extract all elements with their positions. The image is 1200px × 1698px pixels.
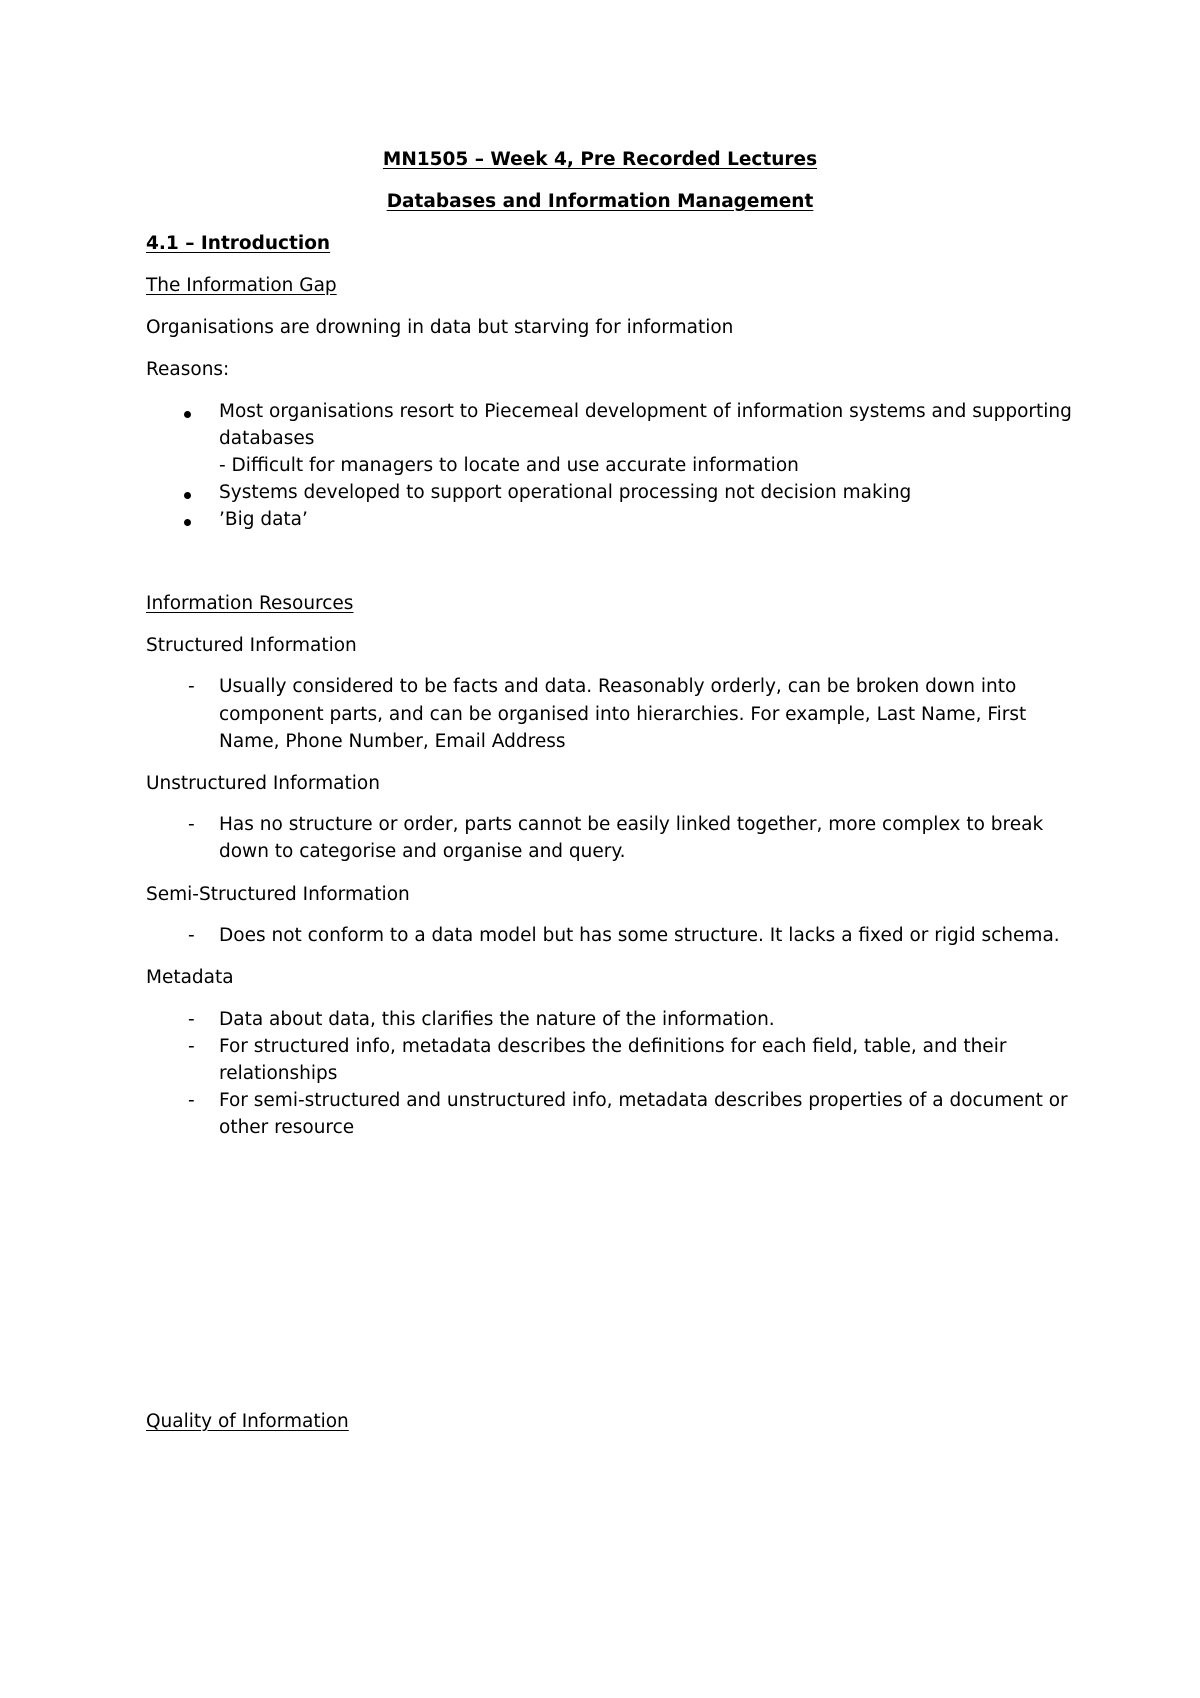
metadata-item-continued: relationships: [219, 1063, 338, 1084]
bullet-item: Most organisations resort to Piecemeal development of information systems and supporting: [219, 401, 1072, 422]
dash-marker: -: [188, 925, 195, 946]
info-gap-statement: Organisations are drowning in data but starving for information: [146, 317, 734, 338]
dash-marker: -: [188, 1009, 195, 1030]
unstructured-line: down to categorise and organise and query.: [219, 841, 626, 862]
sub-bullet-item: - Difficult for managers to locate and use accurate information: [219, 455, 799, 476]
metadata-label: Metadata: [146, 967, 234, 988]
unstructured-line: Has no structure or order, parts cannot be easily linked together, more complex to break: [219, 814, 1044, 835]
dash-marker: -: [188, 1090, 195, 1111]
reasons-label: Reasons:: [146, 359, 230, 380]
info-resources-heading: Information Resources: [146, 593, 354, 614]
structured-label: Structured Information: [146, 635, 357, 656]
structured-line: Name, Phone Number, Email Address: [219, 731, 566, 752]
info-gap-heading: The Information Gap: [146, 275, 337, 296]
semi-structured-line: Does not conform to a data model but has some structure. It lacks a fixed or rigid schema.: [219, 925, 1060, 946]
bullet-item: Systems developed to support operational processing not decision making: [219, 482, 912, 503]
bullet-marker: [184, 519, 191, 526]
bullet-item-continued: databases: [219, 428, 315, 449]
structured-line: component parts, and can be organised into hierarchies. For example, Last Name, First: [219, 704, 1027, 725]
document-title: MN1505 – Week 4, Pre Recorded Lectures: [382, 149, 818, 170]
dash-marker: -: [188, 676, 195, 697]
document-subtitle: Databases and Information Management: [386, 191, 814, 212]
dash-marker: -: [188, 1036, 195, 1057]
quality-heading: Quality of Information: [146, 1411, 349, 1432]
section-heading: 4.1 – Introduction: [146, 233, 331, 254]
dash-marker: -: [188, 814, 195, 835]
structured-line: Usually considered to be facts and data. Reasonably orderly, can be broken down into: [219, 676, 1017, 697]
metadata-item: Data about data, this clarifies the nature of the information.: [219, 1009, 775, 1030]
metadata-item-continued: other resource: [219, 1117, 355, 1138]
bullet-item: ’Big data’: [219, 509, 308, 530]
semi-structured-label: Semi-Structured Information: [146, 884, 410, 905]
bullet-marker: [184, 492, 191, 499]
bullet-marker: [184, 411, 191, 418]
unstructured-label: Unstructured Information: [146, 773, 380, 794]
metadata-item: For semi-structured and unstructured info, metadata describes properties of a document or: [219, 1090, 1068, 1111]
metadata-item: For structured info, metadata describes the definitions for each field, table, and their: [219, 1036, 1007, 1057]
